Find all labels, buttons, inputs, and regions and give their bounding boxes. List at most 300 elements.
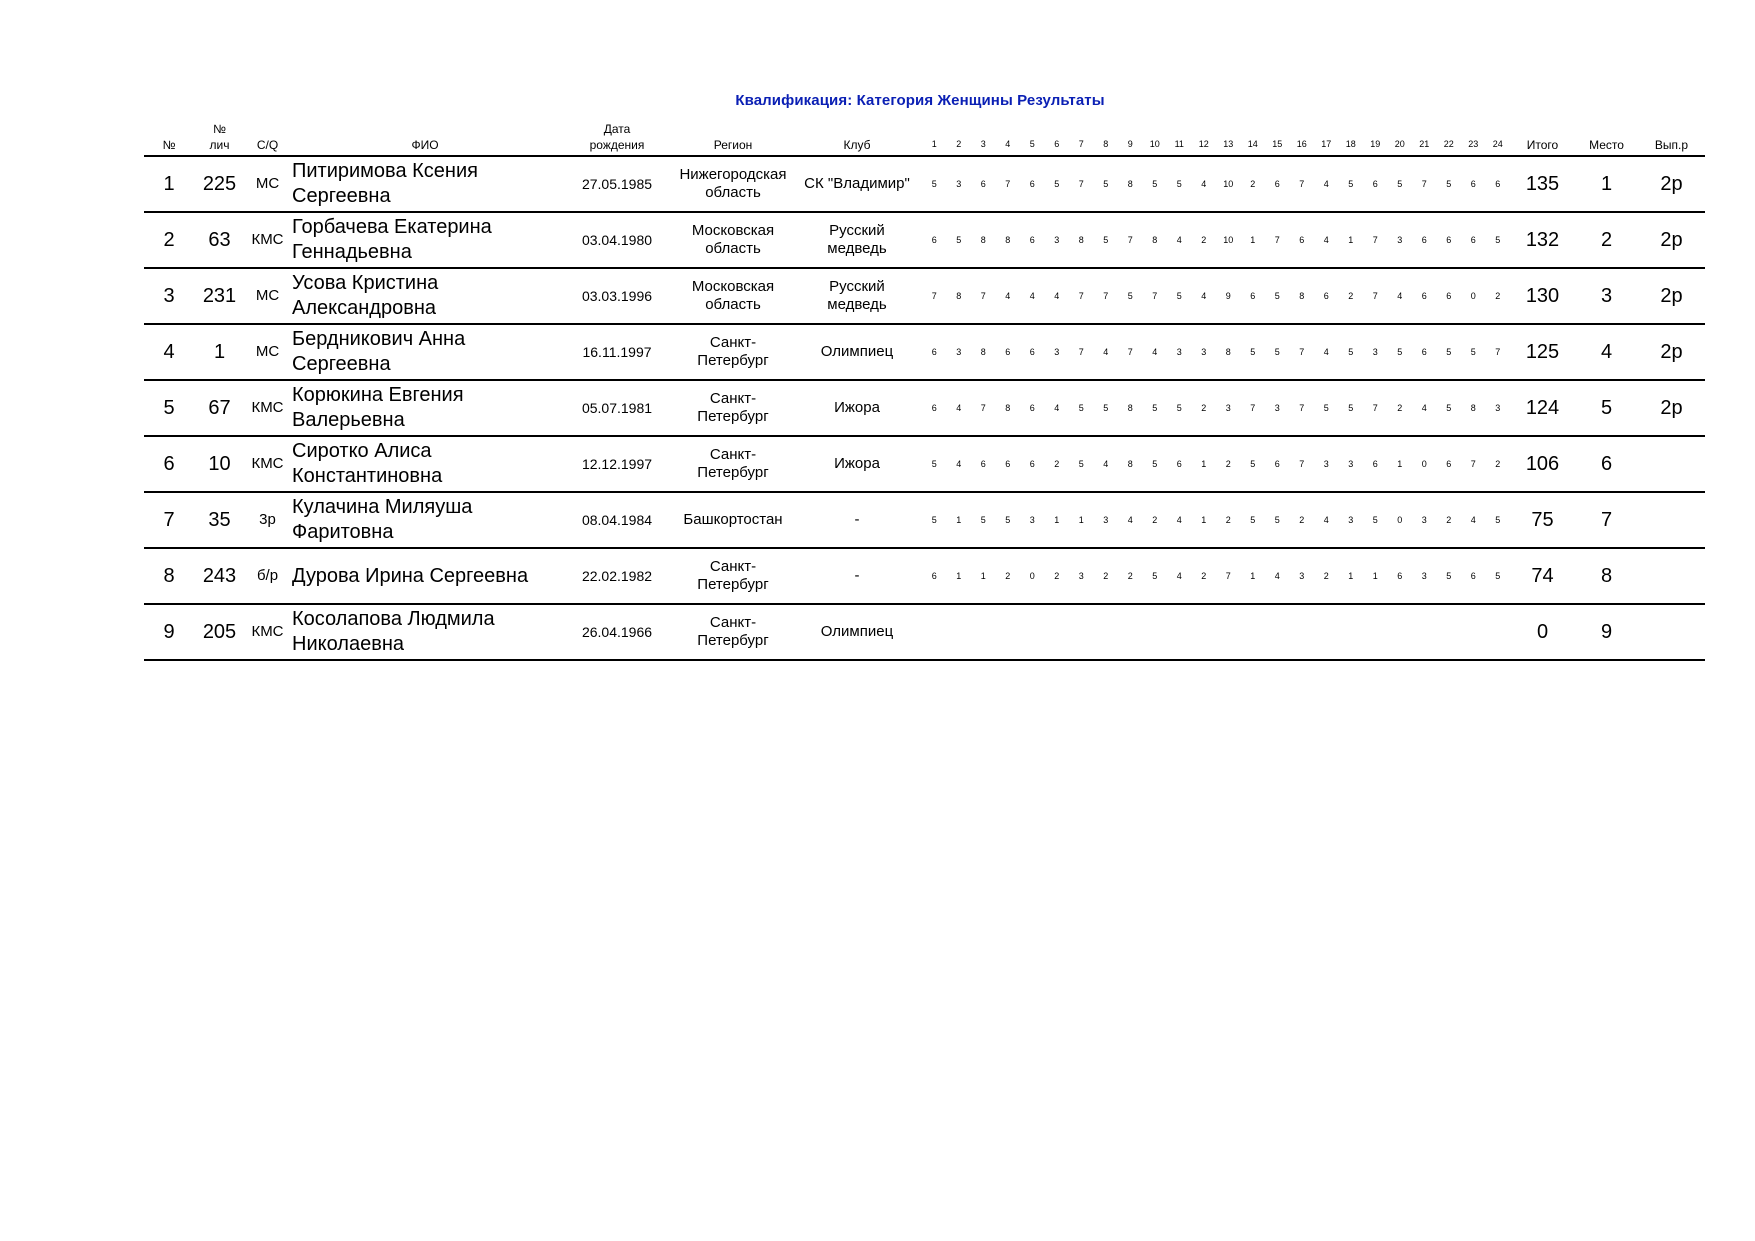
- region-line2: Петербург: [697, 352, 769, 369]
- row-number: 4: [163, 341, 175, 363]
- problem-score: 2: [1103, 571, 1109, 581]
- col-dob-header: [560, 114, 674, 156]
- place: 8: [1600, 565, 1613, 587]
- problem-score: 5: [1127, 291, 1133, 301]
- problem-score: 6: [1005, 459, 1011, 469]
- problem-score: 8: [980, 235, 986, 245]
- problem-score: 8: [1078, 235, 1084, 245]
- problem-score: 4: [1054, 403, 1060, 413]
- athlete-name-line2: Николаевна: [292, 633, 404, 655]
- sport-rank: КМС: [251, 455, 284, 472]
- problem-score: 7: [1078, 179, 1084, 189]
- birth-date: 03.03.1996: [581, 288, 653, 304]
- problem-score: 8: [1127, 459, 1133, 469]
- place: 5: [1600, 397, 1613, 419]
- region-line2: Петербург: [697, 576, 769, 593]
- col-score-header: 6: [1054, 139, 1060, 149]
- problem-score: 2: [1397, 403, 1403, 413]
- problem-score: [1020, 604, 1045, 660]
- athlete-name-line2: Сергеевна: [292, 353, 391, 375]
- problem-score: 3: [1225, 403, 1231, 413]
- problem-score: 4: [1201, 291, 1207, 301]
- problem-score: 2: [1201, 235, 1207, 245]
- problem-score: 3: [1397, 235, 1403, 245]
- region-line2: Петербург: [697, 632, 769, 649]
- sport-rank: б/р: [256, 567, 279, 584]
- category-achieved: 2р: [1660, 397, 1683, 419]
- problem-score: 7: [1470, 459, 1476, 469]
- problem-score: 5: [1495, 571, 1501, 581]
- problem-score: 5: [1078, 403, 1084, 413]
- problem-score: 6: [1274, 459, 1280, 469]
- athlete-name-line1: Усова Кристина: [292, 272, 439, 294]
- problem-score: 5: [1176, 179, 1182, 189]
- club-line1: СК "Владимир": [804, 175, 910, 192]
- problem-score: 4: [956, 459, 962, 469]
- problem-score: 4: [1470, 515, 1476, 525]
- place: 1: [1600, 173, 1613, 195]
- birth-date: 08.04.1984: [581, 512, 653, 528]
- col-region-header: Регион: [713, 138, 753, 152]
- table-row: [144, 604, 1705, 660]
- problem-score: 6: [1446, 459, 1452, 469]
- problem-score: 7: [1274, 235, 1280, 245]
- problem-score: 3: [1372, 347, 1378, 357]
- problem-score: 4: [1397, 291, 1403, 301]
- problem-score: 5: [1152, 571, 1158, 581]
- club-line2: медведь: [827, 240, 887, 257]
- problem-score: 6: [1029, 179, 1035, 189]
- birth-date: 22.02.1982: [581, 568, 653, 584]
- region-line1: Санкт-: [709, 558, 757, 575]
- place: 4: [1600, 341, 1613, 363]
- athlete-name-line1: Корюкина Евгения: [292, 384, 464, 406]
- problem-score: 6: [1495, 179, 1501, 189]
- problem-score: 1: [980, 571, 986, 581]
- problem-score: [1363, 604, 1388, 660]
- col-score-header: 22: [1443, 139, 1454, 149]
- col-bib-header-line2: лич: [209, 138, 230, 152]
- row-number: 7: [163, 509, 175, 531]
- problem-score: 5: [1274, 291, 1280, 301]
- problem-score: 3: [1348, 515, 1354, 525]
- problem-score: 0: [1470, 291, 1476, 301]
- problem-score: 6: [931, 403, 937, 413]
- athlete-name-line1: Питиримова Ксения: [292, 160, 478, 182]
- problem-score: 10: [1223, 179, 1234, 189]
- problem-score: [1167, 604, 1192, 660]
- athlete-name-line1: Дурова Ирина Сергеевна: [292, 564, 529, 587]
- problem-score: 2: [1152, 515, 1158, 525]
- problem-score: 6: [1421, 347, 1427, 357]
- col-dob-header-line2: рождения: [589, 138, 645, 152]
- problem-score: [1437, 604, 1462, 660]
- problem-score: [1290, 604, 1315, 660]
- problem-score: 5: [956, 235, 962, 245]
- region-line2: область: [705, 296, 761, 313]
- problem-score: 6: [1421, 291, 1427, 301]
- row-number: 9: [163, 621, 175, 643]
- problem-score: 4: [956, 403, 962, 413]
- problem-score: 6: [1274, 179, 1280, 189]
- col-score-header: 9: [1127, 139, 1133, 149]
- athlete-name-line1: Косолапова Людмила: [292, 608, 495, 630]
- problem-score: 3: [1421, 515, 1427, 525]
- problem-score: 8: [1005, 235, 1011, 245]
- problem-score: 7: [1152, 291, 1158, 301]
- problem-score: 2: [1005, 571, 1011, 581]
- athlete-name: [290, 156, 560, 212]
- problem-score: 5: [1397, 179, 1403, 189]
- problem-score: 1: [956, 515, 962, 525]
- birth-date: 27.05.1985: [581, 176, 653, 192]
- problem-score: 5: [1446, 571, 1452, 581]
- birth-date: 03.04.1980: [581, 232, 653, 248]
- athlete-name: [290, 548, 560, 604]
- problem-score: 5: [1446, 347, 1452, 357]
- problem-score: 7: [1299, 459, 1305, 469]
- problem-score: 5: [1348, 403, 1354, 413]
- problem-score: 8: [980, 347, 986, 357]
- problem-score: 2: [1495, 291, 1501, 301]
- problem-score: 2: [1127, 571, 1133, 581]
- problem-score: 7: [1103, 291, 1109, 301]
- problem-score: 2: [1225, 515, 1231, 525]
- problem-score: 9: [1225, 291, 1231, 301]
- problem-score: [1265, 604, 1290, 660]
- col-score-header: 19: [1370, 139, 1381, 149]
- problem-score: 5: [1323, 403, 1329, 413]
- results-title: Квалификация: Категория Женщины Результаты: [735, 92, 1105, 109]
- club-line1: Олимпиец: [820, 343, 894, 360]
- table-row: [144, 212, 1705, 268]
- problem-score: 2: [1299, 515, 1305, 525]
- problem-score: 6: [1470, 571, 1476, 581]
- problem-score: 4: [1274, 571, 1280, 581]
- bib-number: 35: [208, 509, 231, 531]
- athlete-name: [290, 268, 560, 324]
- problem-score: 5: [1274, 515, 1280, 525]
- problem-score: 1: [1397, 459, 1403, 469]
- problem-score: 3: [1029, 515, 1035, 525]
- region: [674, 492, 792, 548]
- problem-score: 6: [1005, 347, 1011, 357]
- problem-score: [1314, 604, 1339, 660]
- problem-score: 3: [1348, 459, 1354, 469]
- athlete-name-line1: Кулачина Миляуша: [292, 496, 473, 518]
- club-line1: Ижора: [834, 455, 880, 472]
- problem-score: [1118, 604, 1143, 660]
- problem-score: 3: [1054, 347, 1060, 357]
- problem-score: 7: [1299, 403, 1305, 413]
- row-number: 6: [163, 453, 175, 475]
- problem-score: 6: [1446, 235, 1452, 245]
- total-score: 124: [1525, 397, 1560, 419]
- region: [674, 212, 792, 268]
- problem-score: [1388, 604, 1413, 660]
- problem-score: 4: [1152, 347, 1158, 357]
- total-score: 75: [1531, 509, 1554, 531]
- table-row: [144, 324, 1705, 380]
- athlete-name: [290, 380, 560, 436]
- category-achieved: [1638, 492, 1705, 548]
- col-score-header: 8: [1103, 139, 1109, 149]
- problem-score: 1: [1250, 571, 1256, 581]
- problem-score: 5: [1250, 515, 1256, 525]
- problem-score: 10: [1223, 235, 1234, 245]
- region: [674, 436, 792, 492]
- place: 3: [1600, 285, 1613, 307]
- sport-rank: КМС: [251, 399, 284, 416]
- problem-score: 5: [1176, 403, 1182, 413]
- region-line1: Московская: [691, 222, 775, 239]
- problem-score: 1: [1348, 571, 1354, 581]
- birth-date: 16.11.1997: [582, 344, 652, 360]
- col-total-header: Итого: [1526, 138, 1559, 152]
- problem-score: 5: [1446, 403, 1452, 413]
- problem-score: [1045, 604, 1070, 660]
- problem-score: 6: [1446, 291, 1452, 301]
- problem-score: 4: [1127, 515, 1133, 525]
- problem-score: 2: [1495, 459, 1501, 469]
- problem-score: 6: [931, 235, 937, 245]
- problem-score: 4: [1323, 179, 1329, 189]
- problem-score: 6: [1372, 179, 1378, 189]
- problem-score: [1486, 604, 1511, 660]
- problem-score: 6: [1299, 235, 1305, 245]
- region: [674, 604, 792, 660]
- problem-score: [1241, 604, 1266, 660]
- problem-score: 4: [1323, 515, 1329, 525]
- col-name-header: ФИО: [411, 138, 439, 152]
- club-line1: -: [854, 567, 860, 584]
- club: [792, 548, 922, 604]
- place: 2: [1600, 229, 1613, 251]
- problem-score: 5: [1152, 179, 1158, 189]
- problem-score: 5: [1495, 235, 1501, 245]
- problem-score: 6: [1470, 179, 1476, 189]
- row-number: 5: [163, 397, 175, 419]
- col-dob-header-line1: Дата: [603, 122, 631, 136]
- athlete-name: [290, 436, 560, 492]
- category-achieved: 2р: [1660, 285, 1683, 307]
- birth-date: 05.07.1981: [581, 400, 653, 416]
- problem-score: [1412, 604, 1437, 660]
- problem-score: 2: [1250, 179, 1256, 189]
- bib-number: 63: [208, 229, 231, 251]
- birth-date: 12.12.1997: [581, 456, 653, 472]
- bib-number: 1: [213, 341, 226, 363]
- region-line1: Санкт-: [709, 334, 757, 351]
- problem-score: 6: [1421, 235, 1427, 245]
- region-line2: Петербург: [697, 408, 769, 425]
- sport-rank: МС: [255, 287, 280, 304]
- problem-score: 7: [1250, 403, 1256, 413]
- col-score-header: 16: [1296, 139, 1307, 149]
- problem-score: 5: [931, 515, 937, 525]
- problem-score: 2: [1201, 403, 1207, 413]
- problem-score: 5: [1274, 347, 1280, 357]
- problem-score: 2: [1054, 571, 1060, 581]
- birth-date: 26.04.1966: [581, 624, 653, 640]
- problem-score: 6: [931, 571, 937, 581]
- problem-score: 8: [1225, 347, 1231, 357]
- problem-score: 3: [956, 179, 962, 189]
- region-line1: Башкортостан: [683, 511, 783, 528]
- col-score-header: 14: [1247, 139, 1258, 149]
- problem-score: 7: [1372, 291, 1378, 301]
- region-line2: область: [705, 184, 761, 201]
- problem-score: [1094, 604, 1119, 660]
- problem-score: 6: [1176, 459, 1182, 469]
- athlete-name: [290, 604, 560, 660]
- region-line1: Московская: [691, 278, 775, 295]
- problem-score: 8: [1127, 179, 1133, 189]
- problem-score: 5: [1250, 347, 1256, 357]
- col-category-header: Вып.р: [1654, 138, 1689, 152]
- total-score: 74: [1531, 565, 1554, 587]
- category-achieved: 2р: [1660, 341, 1683, 363]
- sport-rank: КМС: [251, 623, 284, 640]
- col-score-header: 1: [931, 139, 937, 149]
- problem-score: 6: [1029, 459, 1035, 469]
- table-row: [144, 548, 1705, 604]
- total-score: 106: [1525, 453, 1560, 475]
- total-score: 135: [1525, 173, 1560, 195]
- club-line1: Олимпиец: [820, 623, 894, 640]
- problem-score: 4: [1103, 347, 1109, 357]
- problem-score: 4: [1005, 291, 1011, 301]
- sport-rank: 3р: [259, 511, 276, 528]
- col-score-header: 18: [1345, 139, 1356, 149]
- problem-score: 6: [1029, 403, 1035, 413]
- col-place-header: Место: [1589, 138, 1624, 152]
- problem-score: 4: [1176, 571, 1182, 581]
- problem-score: [971, 604, 996, 660]
- problem-score: 5: [1078, 459, 1084, 469]
- problem-score: 7: [1372, 403, 1378, 413]
- problem-score: 5: [1152, 403, 1158, 413]
- col-score-header: 21: [1419, 139, 1430, 149]
- athlete-name: [290, 492, 560, 548]
- header-row: [144, 114, 1705, 156]
- problem-score: [1143, 604, 1168, 660]
- col-score-header: 11: [1174, 139, 1184, 149]
- bib-number: 225: [202, 173, 237, 195]
- problem-score: [947, 604, 972, 660]
- problem-score: 6: [931, 347, 937, 357]
- problem-score: 5: [1152, 459, 1158, 469]
- problem-score: 5: [1495, 515, 1501, 525]
- col-num-header: №: [162, 138, 176, 152]
- category-achieved: [1638, 548, 1705, 604]
- problem-score: 1: [1372, 571, 1378, 581]
- club-line1: Русский: [829, 222, 885, 239]
- problem-score: 5: [1470, 347, 1476, 357]
- problem-score: 8: [1005, 403, 1011, 413]
- col-bib-header-line1: №: [213, 122, 226, 136]
- problem-score: 7: [1005, 179, 1011, 189]
- problem-score: [1192, 604, 1217, 660]
- problem-score: 2: [1054, 459, 1060, 469]
- problem-score: 4: [1103, 459, 1109, 469]
- problem-score: 7: [980, 403, 986, 413]
- problem-score: 7: [1225, 571, 1231, 581]
- region: [674, 268, 792, 324]
- place: 7: [1600, 509, 1613, 531]
- region: [674, 380, 792, 436]
- sport-rank: МС: [255, 343, 280, 360]
- bib-number: 231: [202, 285, 237, 307]
- table-row: [144, 436, 1705, 492]
- problem-score: 7: [1372, 235, 1378, 245]
- region: [674, 156, 792, 212]
- row-number: 1: [163, 173, 175, 195]
- problem-score: 0: [1397, 515, 1403, 525]
- problem-score: 6: [1470, 235, 1476, 245]
- col-score-header: 10: [1149, 139, 1160, 149]
- results-table: [144, 114, 1705, 661]
- athlete-name-line1: Сиротко Алиса: [292, 440, 432, 462]
- problem-score: 0: [1421, 459, 1427, 469]
- problem-score: 6: [980, 179, 986, 189]
- problem-score: 2: [1323, 571, 1329, 581]
- problem-score: 7: [931, 291, 937, 301]
- problem-score: 8: [1152, 235, 1158, 245]
- table-row: [144, 268, 1705, 324]
- problem-score: 5: [1348, 347, 1354, 357]
- region-line1: Санкт-: [709, 614, 757, 631]
- problem-score: 7: [1078, 347, 1084, 357]
- problem-score: 8: [1299, 291, 1305, 301]
- club: [792, 436, 922, 492]
- problem-score: [996, 604, 1021, 660]
- problem-score: 4: [1421, 403, 1427, 413]
- club: [792, 156, 922, 212]
- col-score-header: 4: [1005, 139, 1011, 149]
- col-rank-header: С/Q: [256, 138, 279, 152]
- problem-score: [922, 604, 947, 660]
- problem-score: 5: [1372, 515, 1378, 525]
- club-line2: медведь: [827, 296, 887, 313]
- problem-score: 7: [980, 291, 986, 301]
- col-score-header: 7: [1078, 139, 1084, 149]
- region: [674, 548, 792, 604]
- table-row: [144, 380, 1705, 436]
- problem-score: 3: [1054, 235, 1060, 245]
- category-achieved: 2р: [1660, 229, 1683, 251]
- col-score-header: 12: [1198, 139, 1209, 149]
- problem-score: 3: [1176, 347, 1182, 357]
- problem-score: 1: [1250, 235, 1256, 245]
- club: [792, 324, 922, 380]
- total-score: 125: [1525, 341, 1560, 363]
- bib-number: 67: [208, 397, 231, 419]
- problem-score: 5: [1397, 347, 1403, 357]
- problem-score: 7: [1078, 291, 1084, 301]
- athlete-name-line2: Александровна: [292, 297, 436, 319]
- problem-score: 5: [980, 515, 986, 525]
- problem-score: 6: [1250, 291, 1256, 301]
- problem-score: 2: [1225, 459, 1231, 469]
- problem-score: 5: [1103, 235, 1109, 245]
- problem-score: 4: [1323, 235, 1329, 245]
- problem-score: 6: [1323, 291, 1329, 301]
- problem-score: 4: [1323, 347, 1329, 357]
- problem-score: 6: [1372, 459, 1378, 469]
- problem-score: 4: [1029, 291, 1035, 301]
- row-number: 8: [163, 565, 175, 587]
